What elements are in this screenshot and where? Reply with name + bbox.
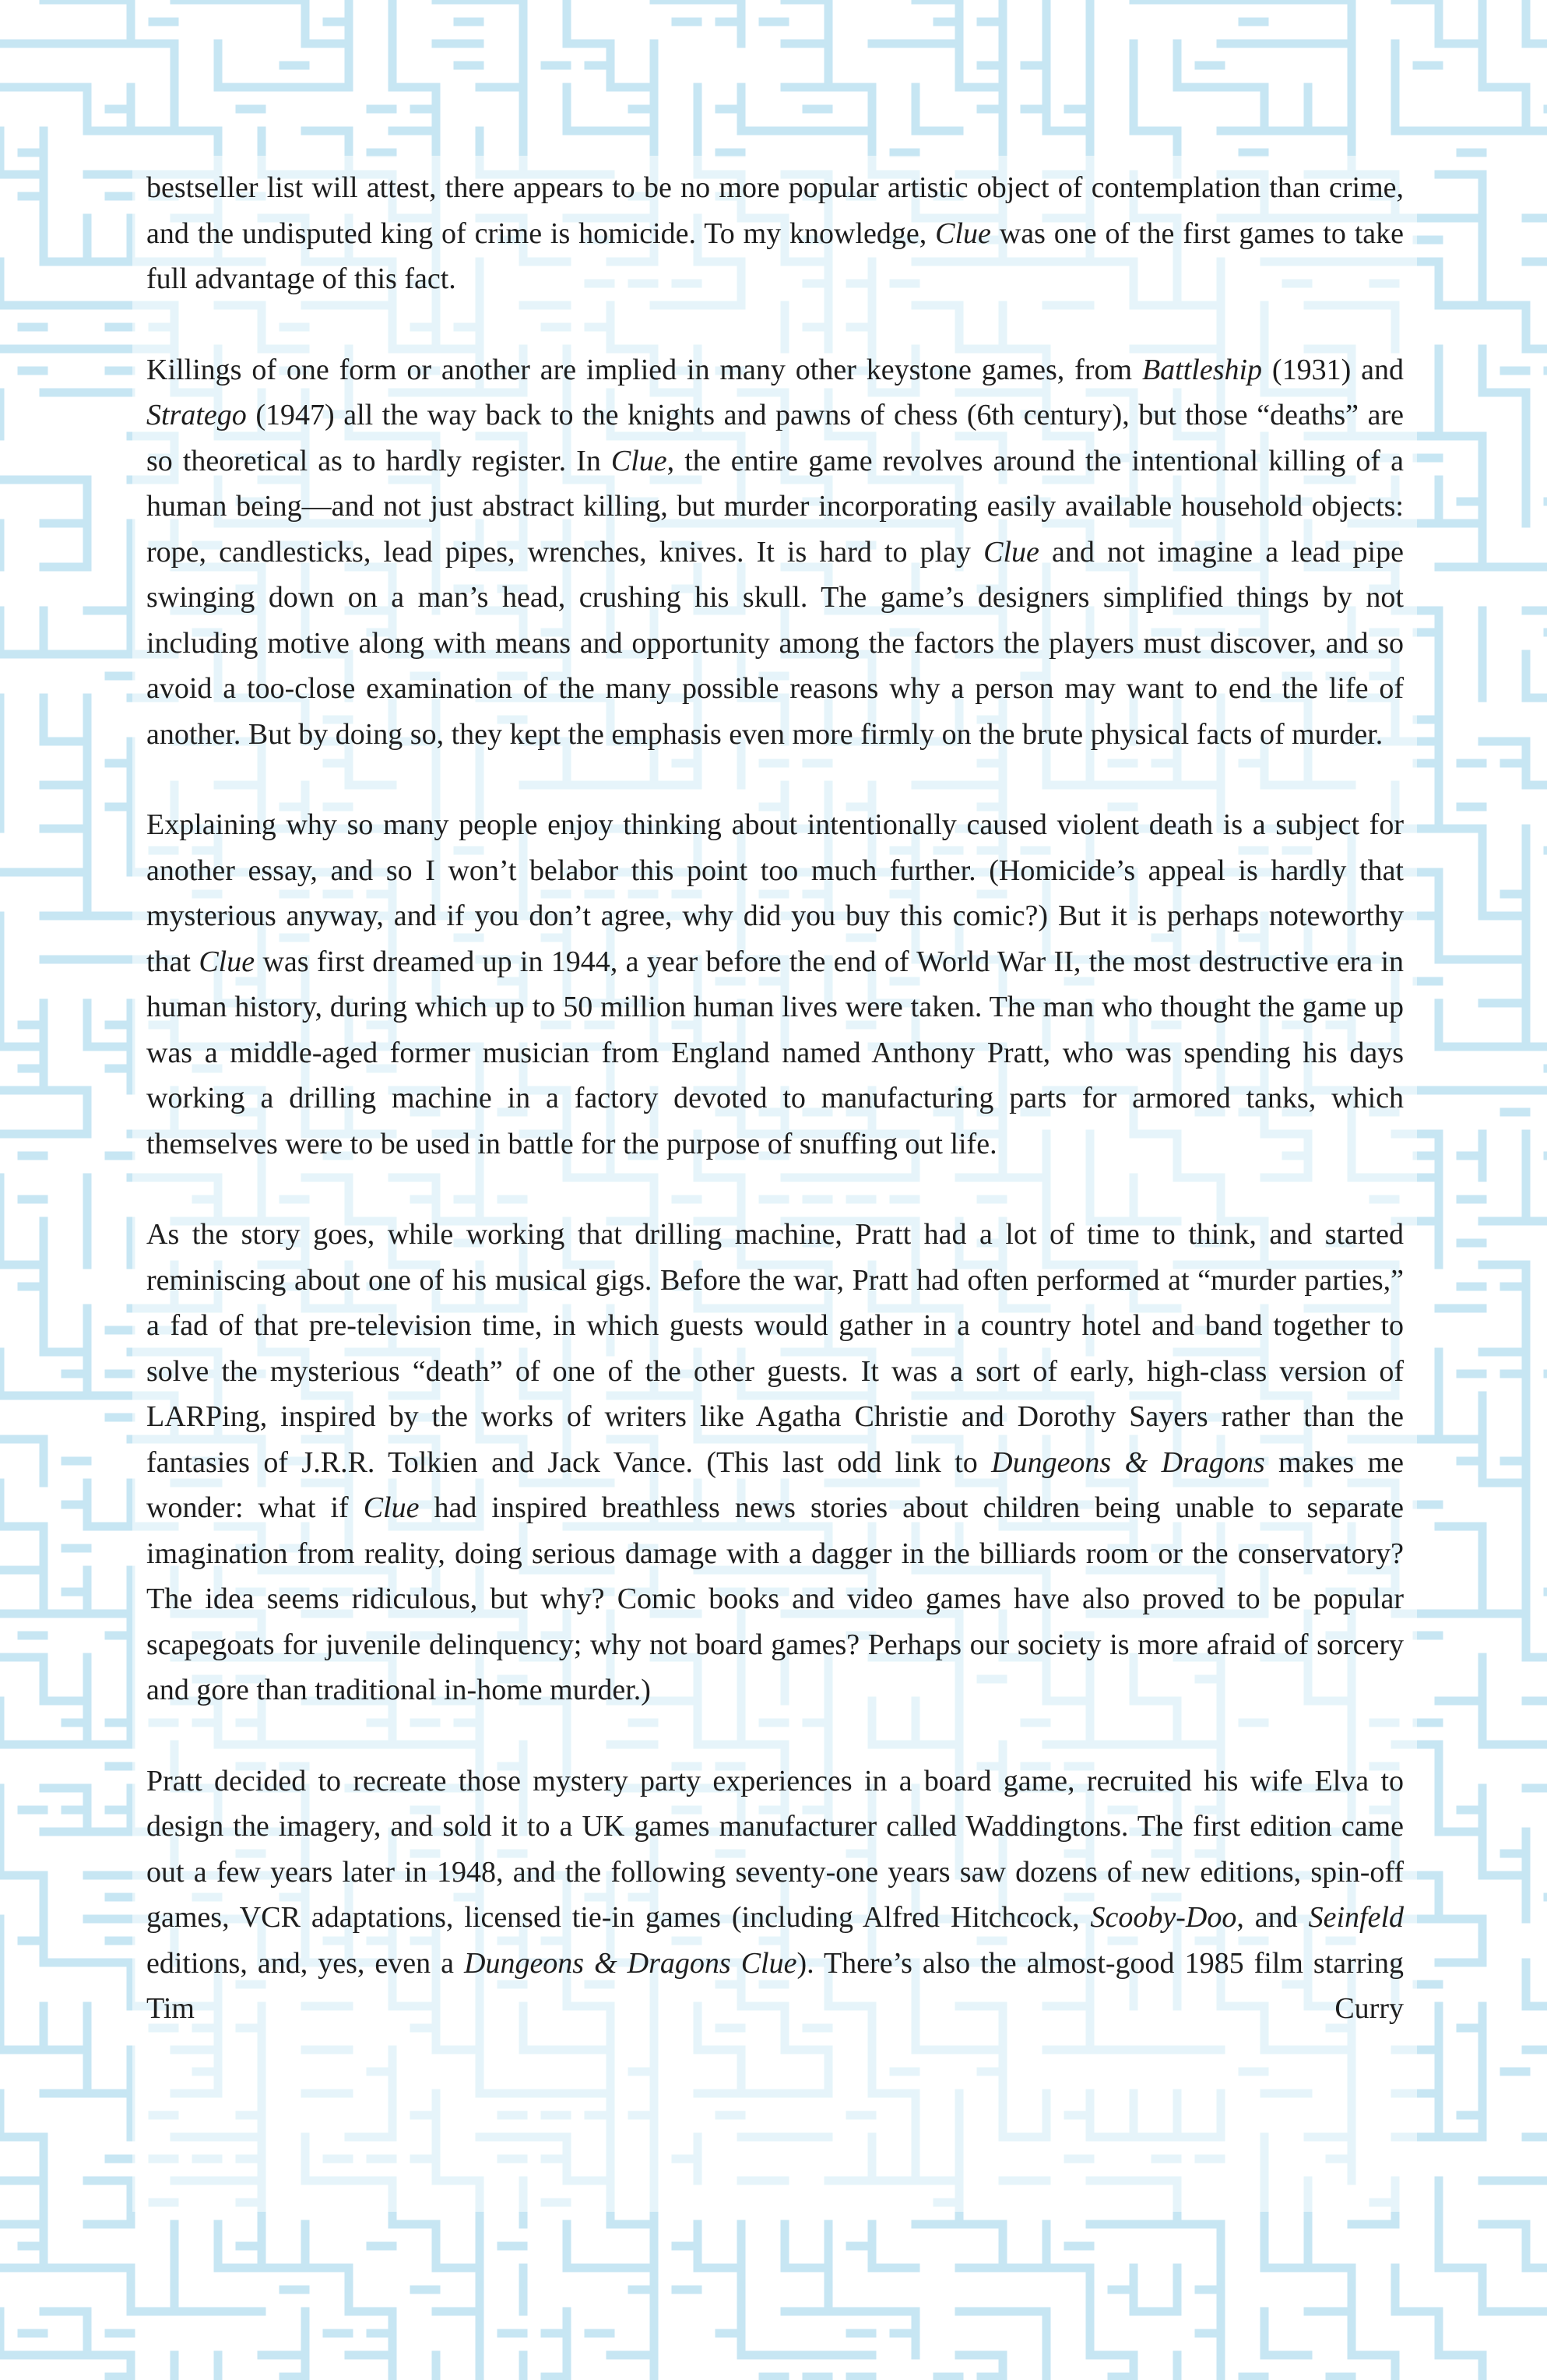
text-run: Pratt decided to recreate those mystery party experiences in a board game, recruited his wife Elva to design the imagery, and sold it to a UK games manufacturer called Waddingtons. The first edition came out a few years later in 1948, and the following seventy-one years saw dozens of new editions, spin-off games, VCR adaptations, licensed tie-in games (including Alfred Hitchcock, — [146, 1764, 1404, 1934]
italic-title: Seinfeld — [1308, 1901, 1404, 1934]
text-run: bestseller list will attest, there appears to be no more popular artistic object of contemplation than crime, and the undisputed king of crime is homicide. To my knowledge, — [146, 171, 1404, 250]
paragraph-5 — [146, 1759, 1404, 2032]
text-run: editions, and, yes, even a — [146, 1946, 464, 1980]
italic-title: Dungeons & Dragons Clue — [464, 1946, 797, 1980]
paragraph-3 — [146, 802, 1404, 1167]
text-run: As the story goes, while working that drilling machine, Pratt had a lot of time to think, and started reminiscing about one of his musical gigs. Before the war, Pratt had often performed at “murder parties,” a fad of that pre-television time, in which guests would gather in a country hotel and band together to solve the mysterious “death” of one of the other guests. It was a sort of early, high-class version of LARPing, inspired by the works of writers like Agatha Christie and Dorothy Sayers rather than the fantasies of J.R.R. Tolkien and Jack Vance. (This last odd link to — [146, 1218, 1404, 1479]
essay-body — [146, 165, 1404, 2077]
italic-title: Stratego — [146, 399, 247, 431]
paragraph-1 — [146, 165, 1404, 302]
text-run: was one of the first games to take full advantage of this fact. — [146, 217, 1404, 295]
paragraph-4 — [146, 1212, 1404, 1713]
italic-title: Clue — [610, 444, 667, 477]
text-run: had inspired breathless news stories about children being unable to separate imagination from reality, doing serious damage with a dagger in the billiards room or the conservatory? The idea seems ridiculous, but why? Comic books and video games have also proved to be popular scapegoats for juvenile delinquency; why not board games? Perhaps our society is more afraid of sorcery and gore than traditional in-home murder.) — [146, 1491, 1404, 1706]
italic-title: Clue — [363, 1491, 420, 1524]
paragraph-2 — [146, 347, 1404, 758]
italic-title: Clue — [199, 945, 255, 978]
italic-title: Clue — [935, 217, 991, 250]
text-run: ). There’s also the almost-good 1985 film starring Tim Curry — [146, 1946, 1404, 2025]
text-run: was first dreamed up in 1944, a year before the end of World War II, the most destructive era in human history, during which up to 50 million human lives were taken. The man who thought the game up was a middle-aged former musician from England named Anthony Pratt, who was spending his days working a drilling machine in a factory devoted to manufacturing parts for armored tanks, which themselves were to be used in battle for the purpose of snuffing out life. — [146, 945, 1405, 1160]
text-run: (1931) and — [1262, 353, 1404, 386]
text-run: Explaining why so many people enjoy thinking about intentionally caused violent death is a subject for another essay, and so I won’t belabor this point too much further. (Homicide’s appeal is hardly that mysterious anyway, and if you don’t agree, why did you buy this comic?) But it is perhaps noteworthy that — [146, 808, 1404, 978]
text-run: and not imagine a lead pipe swinging down on a man’s head, crushing his skull. The game’s designers simplified things by not including motive along with means and opportunity among the factors the players must discover, and so avoid a too-close examination of the many possible reasons why a person may want to end the life of another. But by doing so, they kept the emphasis even more firmly on the brute physical facts of murder. — [146, 535, 1404, 751]
text-run: makes me wonder: what if — [146, 1445, 1404, 1524]
italic-title: Clue — [983, 535, 1039, 569]
text-run: (1947) all the way back to the knights and pawns of chess (6th century), but those “deaths” are so theoretical as to hardly register. In — [146, 399, 1404, 477]
text-run: , the entire game revolves around the intentional killing of a human being—and not just abstract killing, but murder incorporating easily available household objects: rope, candlesticks, lead pipes, wrenches, knives. It is hard to play — [146, 444, 1404, 569]
italic-title: Scooby-Doo — [1090, 1901, 1237, 1934]
italic-title: Battleship — [1141, 353, 1263, 386]
italic-title: Dungeons & Dragons — [991, 1445, 1265, 1479]
text-run: , and — [1236, 1901, 1309, 1934]
text-run: Killings of one form or another are implied in many other keystone games, from — [146, 353, 1142, 386]
